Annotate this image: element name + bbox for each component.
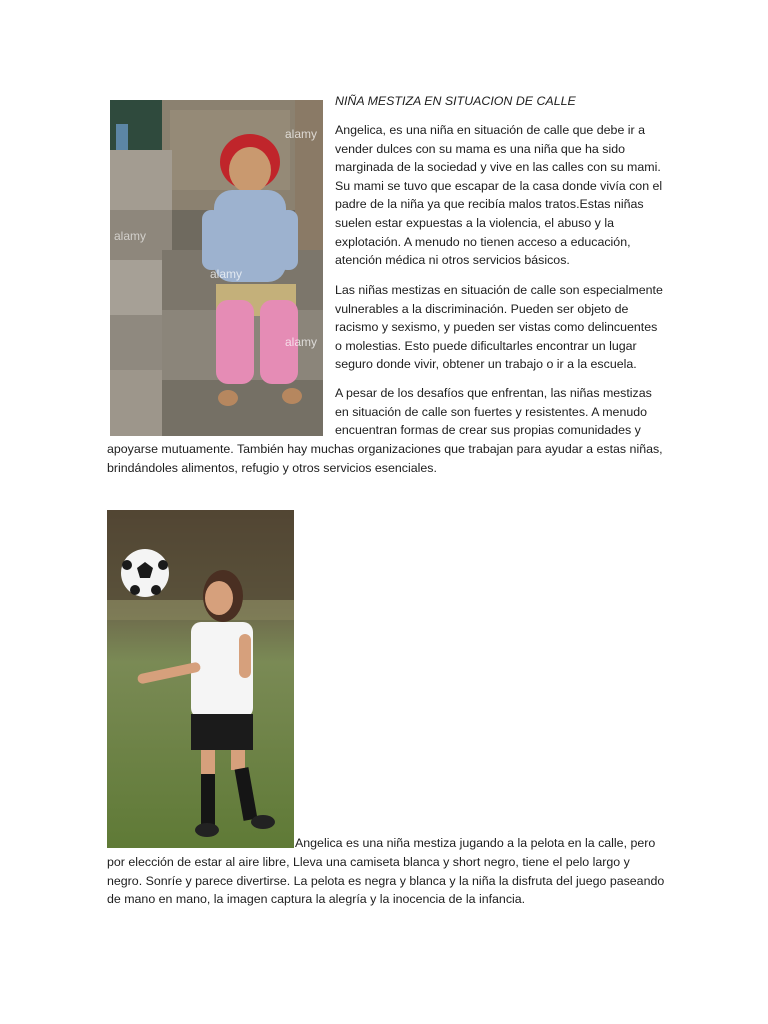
paragraph: A pesar de los desafíos que enfrentan, las niñas mestizas en situación de calle son fuertes y resistentes. A menudo encuentran formas de crear sus propias comunidades y xyxy=(335,386,652,438)
photo-caption: Angelica es una niña mestiza jugando a la pelota en la calle, pero xyxy=(295,836,656,850)
photo-caption: por elección de estar al aire libre, Lleva una camiseta blanca y short negro, tiene el pelo largo y negro. Sonríe y parece divertirse. La pelota es negra y blanca y la niña la disfruta del juego paseando de mano en mano, la imagen captura la alegría y la inocencia de la infancia. xyxy=(107,855,665,907)
paragraph: Angelica, es una niña en situación de calle que debe ir a vender dulces con su mama es una niña que ha sido marginada de la sociedad y vive en las calles con su mami. Su mami se tuvo que escapar de la casa donde vivía con el padre de la niña ya que recibía malos tratos.Estas niñas suelen estar expuestas a la violencia, el abuso y la explotación. A menudo no tienen acceso a educación, atención médica ni otros servicios básicos. xyxy=(335,123,663,268)
girl-soccer-photo xyxy=(107,510,294,848)
document-title: NIÑA MESTIZA EN SITUACION DE CALLE xyxy=(335,94,576,108)
watermark-text: alamy xyxy=(210,267,243,281)
paragraph: apoyarse mutuamente. También hay muchas organizaciones que trabajan para ayudar a estas niñas, brindándoles alimentos, refugio y otros servicios esenciales. xyxy=(107,442,663,475)
paragraph: Las niñas mestizas en situación de calle son especialmente vulnerables a la discriminación. Pueden ser objeto de racismo y sexismo, y pueden ser vistas como delincuentes o molestias. Esto puede dificultarles encontrar un lugar seguro donde vivir, obtener un trabajo o ir a la escuela. xyxy=(335,283,663,372)
watermark-text: alamy xyxy=(285,127,318,141)
watermark-text: alamy xyxy=(285,335,318,349)
child-on-steps-photo xyxy=(110,100,323,436)
watermark-text: alamy xyxy=(114,229,147,243)
